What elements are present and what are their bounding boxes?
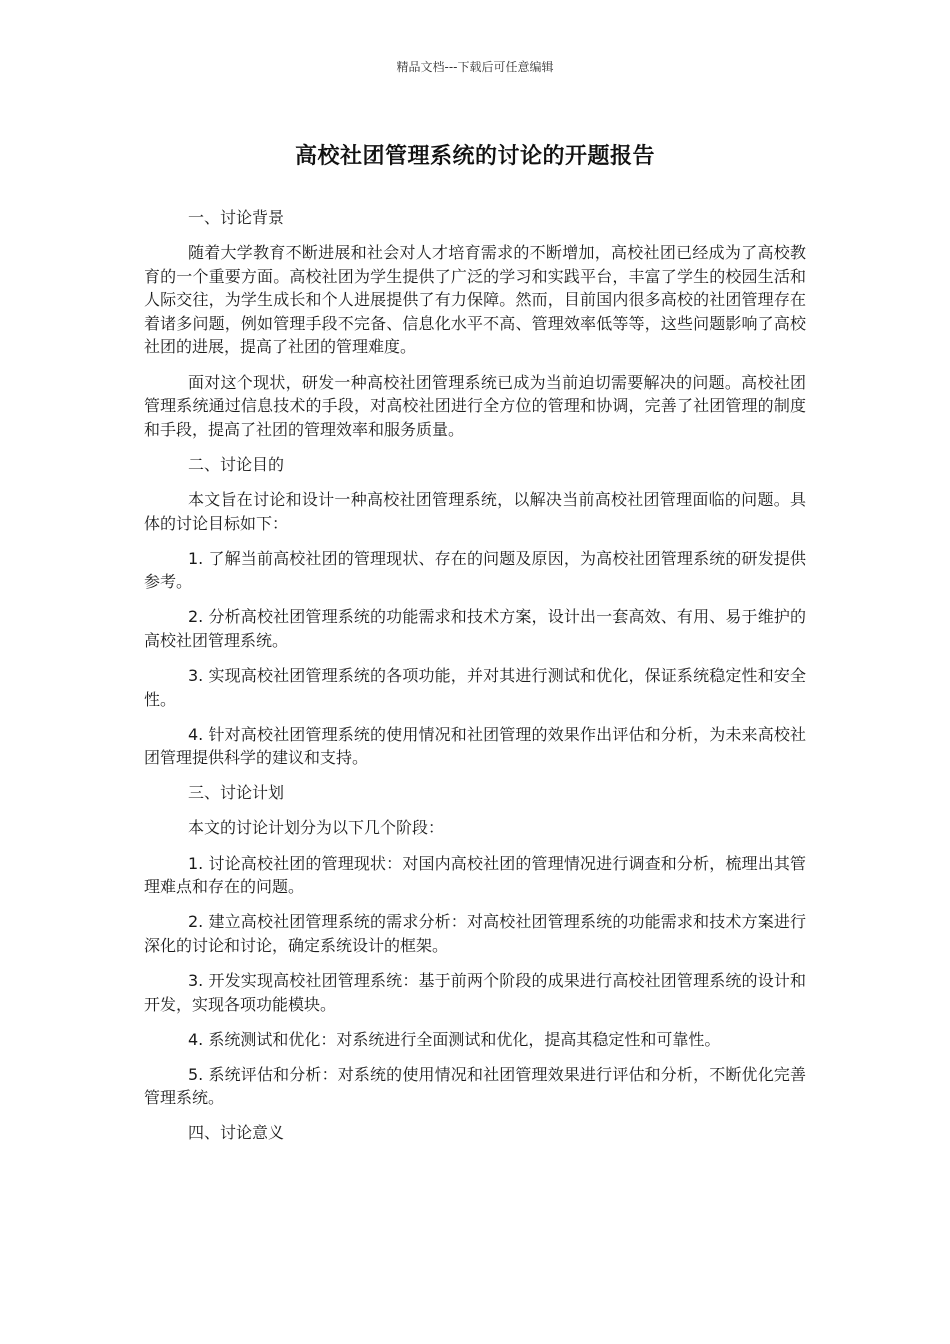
plan-item-2: 2. 建立高校社团管理系统的需求分析：对高校社团管理系统的功能需求和技术方案进行深化的讨论和讨论，确定系统设计的框架。 <box>144 912 806 955</box>
document-body <box>144 206 806 1157</box>
plan-item-4: 4. 系统测试和优化：对系统进行全面测试和优化，提高其稳定性和可靠性。 <box>188 1029 721 1049</box>
purpose-item-2: 2. 分析高校社团管理系统的功能需求和技术方案，设计出一套高效、有用、易于维护的高校社团管理系统。 <box>144 607 806 650</box>
plan-intro: 本文的讨论计划分为以下几个阶段： <box>188 818 445 838</box>
plan-item-1: 1. 讨论高校社团的管理现状：对国内高校社团的管理情况进行调查和分析，梳理出其管理难点和存在的问题。 <box>144 853 806 897</box>
purpose-item-3: 3. 实现高校社团管理系统的各项功能，并对其进行测试和优化，保证系统稳定性和安全性。 <box>144 666 806 709</box>
background-paragraph-2: 面对这个现状，研发一种高校社团管理系统已成为当前迫切需要解决的问题。高校社团管理系统通过信息技术的手段，对高校社团进行全方位的管理和协调，完善了社团管理的制度和手段，提高了社团的管理效率和服务质量。 <box>144 372 806 439</box>
section-heading-significance: 四、讨论意义 <box>188 1123 285 1143</box>
background-paragraph-1: 随着大学教育不断进展和社会对人才培育需求的不断增加，高校社团已经成为了高校教育的一个重要方面。高校社团为学生提供了广泛的学习和实践平台，丰富了学生的校园生活和人际交往，为学生成长和个人进展提供了有力保障。然而，目前国内很多高校的社团管理存在着诸多问题，例如管理手段不完备、信息化水平不高、管理效率低等等，这些问题影响了高校社团的进展，提高了社团的管理难度。 <box>144 243 806 357</box>
document-title: 高校社团管理系统的讨论的开题报告 <box>294 144 655 169</box>
purpose-item-4: 4. 针对高校社团管理系统的使用情况和社团管理的效果作出评估和分析，为未来高校社团管理提供科学的建议和支持。 <box>144 724 806 768</box>
section-heading-plan: 三、讨论计划 <box>188 783 285 803</box>
section-heading-background: 一、讨论背景 <box>188 208 285 227</box>
purpose-intro: 本文旨在讨论和设计一种高校社团管理系统，以解决当前高校社团管理面临的问题。具体的讨论目标如下： <box>144 489 806 533</box>
page-header: 精品文档---下载后可任意编辑 <box>396 60 554 74</box>
purpose-item-1: 1. 了解当前高校社团的管理现状、存在的问题及原因，为高校社团管理系统的研发提供参考。 <box>144 548 806 592</box>
section-heading-purpose: 二、讨论目的 <box>188 454 285 474</box>
plan-item-3: 3. 开发实现高校社团管理系统：基于前两个阶段的成果进行高校社团管理系统的设计和开发，实现各项功能模块。 <box>144 970 806 1014</box>
plan-item-5: 5. 系统评估和分析：对系统的使用情况和社团管理效果进行评估和分析，不断优化完善管理系统。 <box>144 1064 806 1108</box>
